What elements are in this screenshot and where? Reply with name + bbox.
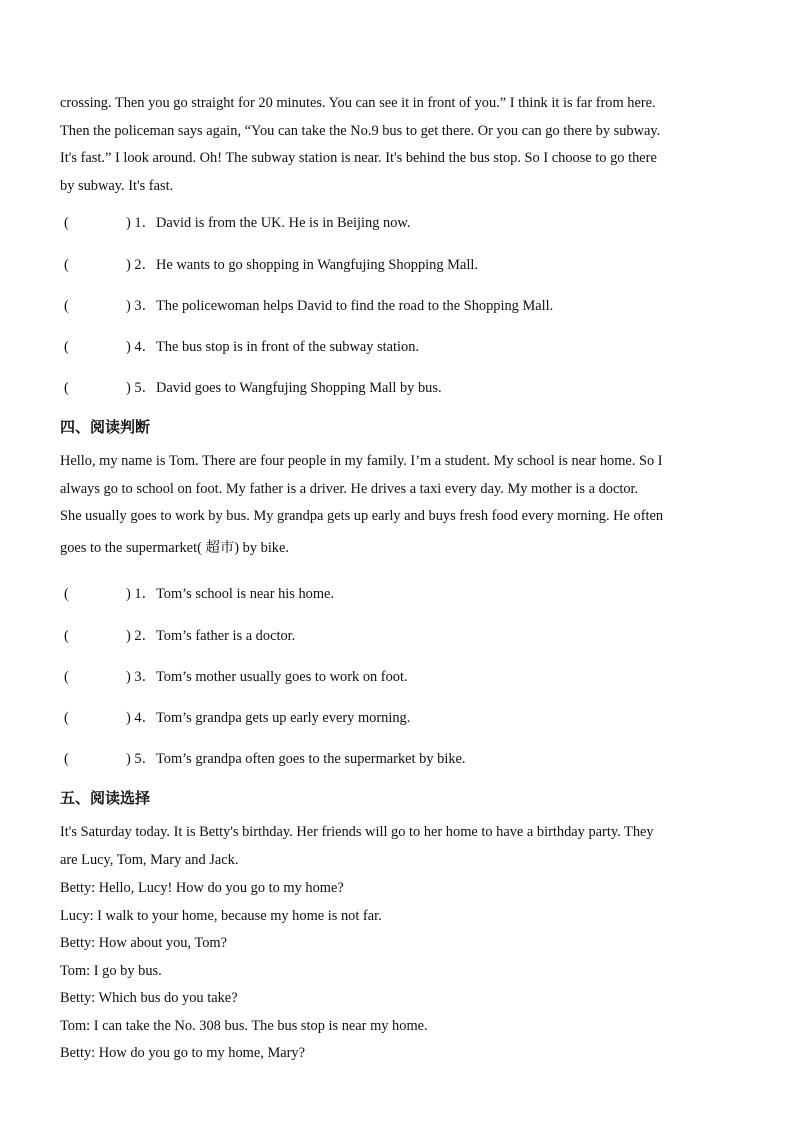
- passage-line: Hello, my name is Tom. There are four people in my family. I’m a student. My school is near home. So I: [60, 453, 663, 469]
- question-text: Tom’s father is a doctor.: [155, 628, 296, 644]
- passage-line: goes to the supermarket( 超市) by bike.: [60, 539, 289, 556]
- question-text: Tom’s mother usually goes to work on foot.: [155, 669, 408, 685]
- question-text: The policewoman helps David to find the road to the Shopping Mall.: [155, 298, 554, 314]
- question-text: Tom’s grandpa often goes to the supermarket by bike.: [155, 751, 466, 767]
- dialogue-line: Tom: I can take the No. 308 bus. The bus stop is near my home.: [60, 1018, 428, 1034]
- question-number: ) 5．: [126, 751, 156, 767]
- dialogue-line: Betty: How about you, Tom?: [60, 935, 228, 951]
- section-heading: 四、阅读判断: [60, 418, 151, 436]
- answer-blank-open[interactable]: (: [64, 298, 69, 314]
- question-number: ) 5．: [126, 380, 156, 396]
- dialogue-line: Tom: I go by bus.: [60, 963, 162, 979]
- answer-blank-open[interactable]: (: [64, 751, 69, 767]
- question-text: David is from the UK. He is in Beijing now.: [155, 215, 411, 231]
- question-item: [64, 706, 410, 727]
- passage-line: by subway. It's fast.: [60, 177, 174, 194]
- dialogue-line: Betty: Hello, Lucy! How do you go to my home?: [60, 880, 344, 896]
- question-item: [64, 294, 553, 315]
- question-number: ) 3．: [126, 298, 156, 314]
- answer-blank-open[interactable]: (: [64, 339, 69, 355]
- question-number: ) 2．: [126, 257, 156, 273]
- passage-line: always go to school on foot. My father is a driver. He drives a taxi every day. My mother is a doctor.: [60, 480, 639, 497]
- question-item: [64, 747, 466, 768]
- answer-blank-open[interactable]: (: [64, 257, 69, 273]
- question-text: The bus stop is in front of the subway station.: [155, 339, 419, 355]
- passage-paragraph: [60, 448, 736, 562]
- answer-blank-open[interactable]: (: [64, 215, 69, 231]
- section-heading: 五、阅读选择: [60, 789, 151, 807]
- answer-blank-open[interactable]: (: [64, 628, 69, 644]
- question-number: ) 1．: [126, 215, 156, 231]
- question-text: David goes to Wangfujing Shopping Mall by bus.: [155, 380, 442, 396]
- passage-line: are Lucy, Tom, Mary and Jack.: [60, 851, 239, 868]
- dialogue-line: Lucy: I walk to your home, because my home is not far.: [60, 908, 382, 924]
- passage-line: It's Saturday today. It is Betty's birthday. Her friends will go to her home to have a birthday party. They: [60, 824, 654, 840]
- passage-line: It's fast.” I look around. Oh! The subway station is near. It's behind the bus stop. So I choose to go there: [60, 150, 657, 166]
- answer-blank-open[interactable]: (: [64, 710, 69, 726]
- answer-blank-open[interactable]: (: [64, 669, 69, 685]
- question-item: [64, 665, 408, 686]
- question-item: [64, 582, 334, 603]
- passage-paragraph: [60, 90, 736, 200]
- question-number: ) 4．: [126, 710, 156, 726]
- question-number: ) 1．: [126, 586, 156, 602]
- answer-blank-open[interactable]: (: [64, 380, 69, 396]
- dialogue-line: Betty: Which bus do you take?: [60, 990, 238, 1006]
- question-text: Tom’s school is near his home.: [155, 586, 335, 602]
- question-number: ) 2．: [126, 628, 156, 644]
- passage-line: crossing. Then you go straight for 20 minutes. You can see it in front of you.” I think it is far from here.: [60, 95, 656, 111]
- question-text: Tom’s grandpa gets up early every morning.: [155, 710, 411, 726]
- question-text: He wants to go shopping in Wangfujing Shopping Mall.: [155, 257, 478, 273]
- question-item: [64, 253, 478, 274]
- question-number: ) 3．: [126, 669, 156, 685]
- dialogue-line: Betty: How do you go to my home, Mary?: [60, 1045, 306, 1061]
- answer-blank-open[interactable]: (: [64, 586, 69, 602]
- passage-line: Then the policeman says again, “You can take the No.9 bus to get there. Or you can go there by subway.: [60, 122, 661, 139]
- passage-paragraph: [60, 819, 736, 874]
- question-item: [64, 376, 442, 397]
- question-number: ) 4．: [126, 339, 156, 355]
- passage-line: She usually goes to work by bus. My grandpa gets up early and buys fresh food every morning. He often: [60, 508, 664, 524]
- question-item: [64, 624, 295, 645]
- question-item: [64, 211, 410, 232]
- question-item: [64, 335, 419, 356]
